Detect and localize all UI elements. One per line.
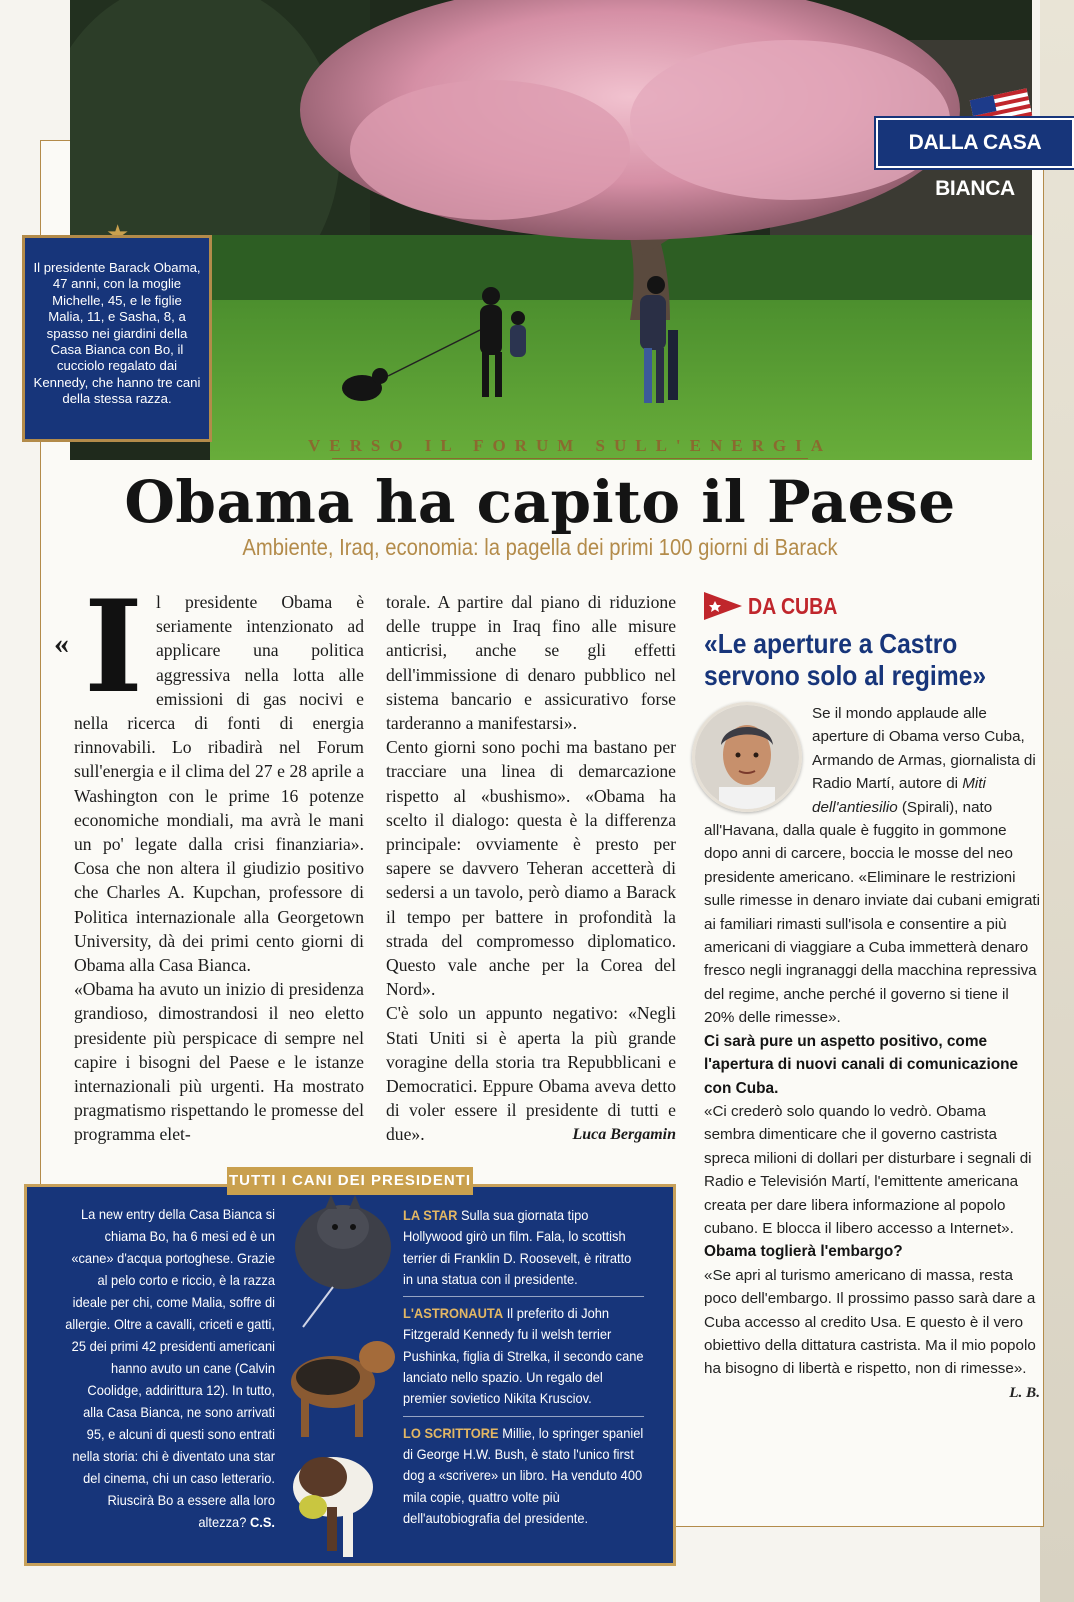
headline: Obama ha capito il Paese [124, 468, 956, 536]
dog-entry-tag: L'ASTRONAUTA [403, 1305, 504, 1322]
badge-box [876, 118, 1074, 200]
paragraph: l presidente Obama è seriamente intenzionato ad applicare una politica aggressiva nella lotta alle emissioni di gas nocivi e nella ricerca di fonti di energia rinnovabili. Lo ribadirà nel Forum sull'energia e il clima del 27 e 28 aprile a Washington con le prime 16 potenze economiche mondiali, ma avrà le mani un po' legate dalla crisi finanziaria». Cosa che non altera il giudizio positivo che Charles A. Kupchan, professore di Politica internazionale alla Georgetown University, dà dei primi cento giorni di Obama alla Casa Bianca. [74, 592, 364, 976]
dropcap-container [54, 573, 148, 721]
dogs-intro-signature: C.S. [249, 1514, 275, 1530]
question: Ci sarà pure un aspetto positivo, come l'apertura di nuovi canali di comunicazione con Cuba. [704, 1032, 1019, 1097]
sidebar-title [704, 628, 1000, 692]
section-label: DALLA CASA BIANCA [908, 131, 1042, 200]
author-signature: Luca Bergamin [572, 1125, 676, 1143]
kicker: VERSO IL FORUM SULL'ENERGIA [307, 436, 833, 455]
kicker-rule [332, 458, 808, 459]
dogs-entries [403, 1205, 665, 1541]
paragraph: torale. A partire dal piano di riduzione delle truppe in Iraq fino alle misure anticrisi, anche se gli effetti dell'immissione di denaro pubblico nel sistema bancario e assicurativo forse tarderanno a manifestarsi». [386, 592, 676, 734]
dog-entry-tag: LA STAR [403, 1207, 458, 1223]
cuba-flag-icon [704, 592, 742, 620]
dog-entry [403, 1423, 644, 1535]
paragraph: Cento giorni sono pochi ma bastano per tracciare una linea di demarcazione rispetto al «bushismo». «Obama ha scelto il dialogo: questa è la differenza principale: ovviamente è presto per sapere se davvero Teheran accetterà di sedersi a un tavolo, però diamo a Barack il tempo per battere in profondità la strada del compromesso diplomatico. Questo vale anche per la Corea del Nord». [386, 737, 676, 1000]
dogs-box-tab: TUTTI I CANI DEI PRESIDENTI [227, 1167, 473, 1195]
paragraph: «Obama ha avuto un inizio di presidenza grandioso, dimostrandosi il neo eletto presidente più perspicace di sempre nel capire i bisogni del Paese e le istanze internazionali più urgenti. Ha mostrato pragmatismo rispettando le promesse del programma elet- [74, 979, 364, 1145]
answer: «Ci crederò solo quando lo vedrò. Obama sembra dimenticare che il governo castrista spreca milioni di dollari per disturbare i segnali di Radio e Televisión Martí, l'emittente americana creata per dare libera informazione al popolo cubano. E blocca il libero accesso a Internet». [704, 1102, 1032, 1237]
dropcap: I [84, 573, 143, 721]
intro-text: (Spirali), nato all'Havana, dalla quale è fuggito in gommone dopo anni di carcere, boccia le mosse del neo presidente americano. «Eliminare le restrizioni sulle rimesse in denaro inviate dai cubani emigrati ai familiari rimasti sull'isola e consentire a più americani di viaggiare a Cuba immetterà denaro fresco negli ingranaggi della macchina repressiva del regime, anche perché il governo si tiene il 20% delle rimesse». [704, 798, 1040, 1027]
sidebar-signature: L. B. [1009, 1383, 1040, 1401]
photo-caption: Il presidente Barack Obama, 47 anni, con la moglie Michelle, 45, e le figlie Malia, 11, e Sasha, 8, a spasso nei giardini della Casa Bianca con Bo, il cucciolo regalato dai Kennedy, che hanno tre cani della stessa razza. [22, 235, 212, 442]
paragraph: C'è solo un appunto negativo: «Negli Stati Uniti si è aperta la più grande voragine della storia tra Repubblicani e Democratici. Eppure Obama aveva detto di voler essere il presidente di tutti e due». [386, 1003, 676, 1145]
sidebar-label: DA CUBA [748, 592, 838, 619]
intro-text: Se il mondo applaude alle aperture di Obama verso Cuba, Armando de Armas, giornalista di Radio Martí, autore di [812, 705, 1036, 793]
presidential-dogs-box [24, 1172, 676, 1566]
dogs-intro [65, 1203, 275, 1533]
dog-entry-text: Millie, lo springer spaniel di George H.W. Bush, è stato l'unico first dog a «scrivere» un libro. Ha venduto 400 mila copie, quattro volte più dell'autobiografia del presidente. [403, 1424, 644, 1526]
answer-text: «Se apri al turismo americano di massa, resta poco dell'embargo. Il prossimo passo sarà dare a Cuba accesso al credito Usa. E questo è il vero obiettivo della dittatura castrista. Ma il mio popolo ha bisogno di libertà e rispetto, non di rimesse». [704, 1266, 1036, 1378]
interview-body [704, 702, 1040, 1401]
scottish-terrier-image [295, 1195, 391, 1289]
sidebar-header [704, 590, 1040, 622]
dog-entry-text: Il preferito di John Fitzgerald Kennedy fu il welsh terrier Pushinka, figlia di Strelka, il secondo cane lanciato nello spazio. Un regalo del premier sovietico Nikita Krusciov. [403, 1305, 644, 1407]
springer-spaniel-image [293, 1457, 373, 1557]
sidebar-title-line: servono solo al regime» [704, 660, 987, 691]
subtitle: Ambiente, Iraq, economia: la pagella dei primi 100 giorni di Barack [242, 534, 838, 560]
answer [704, 1264, 1040, 1401]
dog-entry [403, 1303, 644, 1416]
sidebar-title-line: «Le aperture a Castro [704, 628, 958, 659]
adjacent-page-edge [1040, 0, 1074, 1602]
dogs-intro-text: La new entry della Casa Bianca si chiama Bo, ha 6 mesi ed è un «cane» d'acqua portoghese. Grazie al pelo corto e riccio, è la razza ideale per chi, come Malia, soffre di allergie. Oltre a cavalli, criceti e gatti, 25 dei primi 42 presidenti americani hanno avuto un cane (Calvin Coolidge, addirittura 12). In tutto, alla Casa Bianca, ne sono arrivati 95, e alcuni di questi sono entrati nella storia: chi è diventato una star del cinema, chi un caso letterario. Riuscirà Bo a essere alla loro altezza? [65, 1206, 275, 1530]
dog-entry-text: Sulla sua giornata tipo Hollywood girò un film. Fala, lo scottish terrier di Franklin D. Roosevelt, è ritratto in una statua con il presidente. [403, 1207, 632, 1287]
article-column-1 [54, 573, 364, 1147]
section-badge [876, 86, 1074, 200]
article-column-2 [386, 590, 676, 1147]
dogs-illustration [273, 1187, 403, 1567]
cuba-sidebar [704, 590, 1040, 1404]
open-quote: « [54, 627, 69, 660]
armando-de-armas-portrait [692, 702, 802, 812]
dog-entry [403, 1205, 644, 1297]
book-title: Miti dell'antiesilio [812, 775, 986, 816]
welsh-terrier-image [291, 1341, 395, 1437]
family-garden-photo [70, 0, 1032, 460]
question: Obama toglierà l'embargo? [704, 1243, 903, 1261]
dog-entry-tag: LO SCRITTORE [403, 1424, 499, 1441]
